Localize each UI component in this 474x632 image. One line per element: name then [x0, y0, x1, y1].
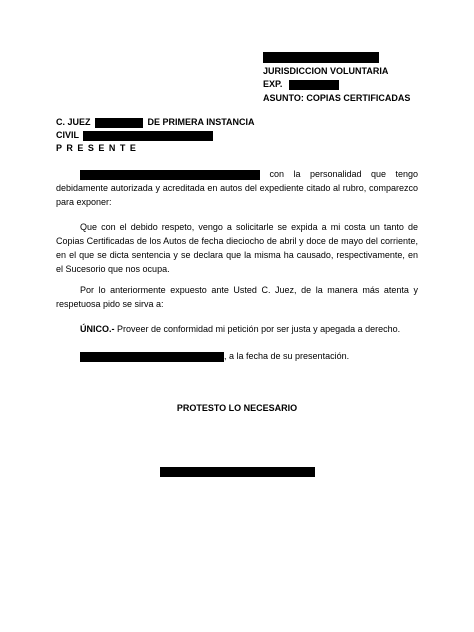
addressee-juez-label: C. JUEZ — [56, 117, 91, 127]
presente-line: P R E S E N T E — [56, 143, 137, 153]
redacted-judge-number — [95, 118, 143, 128]
date-place-line — [56, 349, 418, 363]
date-place-text: , a la fecha de su presentación. — [224, 351, 350, 361]
jurisdiccion-line: JURISDICCION VOLUNTARIA — [263, 66, 389, 76]
redacted-signature-name — [160, 467, 315, 477]
addressee-instancia-label: DE PRIMERA INSTANCIA — [147, 117, 255, 127]
unico-text: Proveer de conformidad mi petición por ser justa y apegada a derecho. — [114, 324, 401, 334]
intro-paragraph — [56, 167, 418, 209]
asunto-line: ASUNTO: COPIAS CERTIFICADAS — [263, 93, 411, 103]
addressee-line-1 — [56, 117, 255, 128]
addressee-line-2 — [56, 130, 213, 141]
protesto-heading: PROTESTO LO NECESARIO — [176, 403, 298, 413]
redacted-place — [80, 352, 224, 362]
unico-paragraph — [56, 322, 418, 336]
addressee-civil-label: CIVIL — [56, 130, 79, 140]
request-paragraph: Que con el debido respeto, vengo a solicitarle se expida a mi costa un tanto de Copias Certificadas de los Autos de fecha dieciocho de abril y doce de mayo del corriente, en el que se dicta sentencia y se declara que la misma ha causado, respectivamente, en el Sucesorio que nos ocupa. — [56, 222, 418, 274]
redacted-court-location — [83, 131, 213, 141]
closing-request-paragraph: Por lo anteriormente expuesto ante Usted C. Juez, de la manera más atenta y respetuosa pido se sirva a: — [56, 285, 418, 309]
redacted-petitioner-name — [80, 170, 260, 180]
exp-label: EXP. — [263, 79, 283, 89]
redacted-header-top — [263, 52, 379, 63]
exp-line — [263, 79, 339, 90]
redacted-exp-number — [289, 80, 339, 90]
intro-text: con la personalidad que tengo debidamente autorizada y acreditada en autos del expediente citado al rubro, comparezco para exponer: — [56, 169, 418, 207]
unico-label: ÚNICO.- — [80, 324, 115, 334]
